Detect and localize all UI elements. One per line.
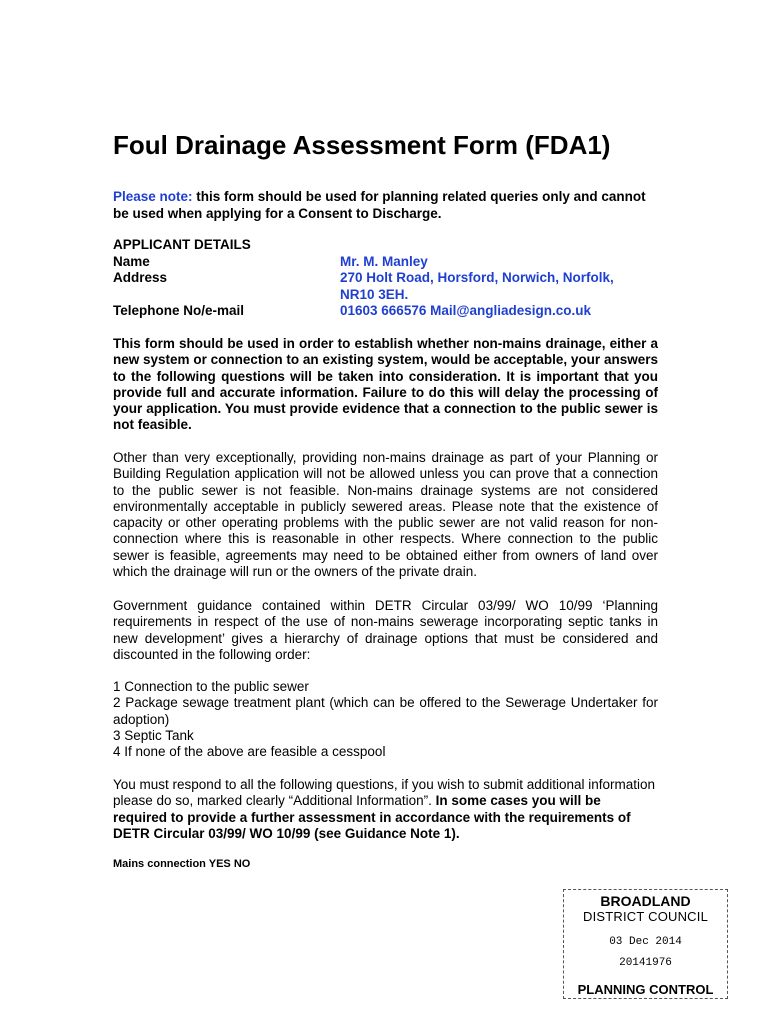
name-label: Name [113, 253, 150, 269]
address-line-1: 270 Holt Road, Horsford, Norwich, Norfolk, [340, 270, 614, 286]
applicant-details [113, 237, 673, 320]
phone-row [113, 303, 673, 320]
stamp-council-subtitle: DISTRICT COUNCIL [582, 909, 709, 924]
intro-paragraph: This form should be used in order to establish whether non-mains drainage, either a new system or connection to an existing system, would be acceptable, your answers to the following questions will be taken into consideration. It is important that you provide full and accurate information. Failure to do this will delay the processing of your application. You must provide evidence that a connection to the public sewer is not feasible. [113, 336, 658, 433]
note-paragraph [113, 188, 661, 222]
stamp-council-name: BROADLAND [600, 893, 691, 909]
list-item: 1 Connection to the public sewer [113, 679, 309, 694]
stamp-reference: 20141976 [619, 957, 672, 969]
drainage-options-list [113, 679, 658, 760]
guidance-paragraph: Government guidance contained within DETR Circular 03/99/ WO 10/99 ‘Planning requirements in respect of the use of non-mains sewerage incorporating septic tanks in new development’ gives a hierarchy of drainage options that must be considered and discounted in the following order: [113, 598, 658, 662]
response-bold-text: In some cases you will be required to provide a further assessment in accordance with the requirements of DETR Circular 03/99/ WO 10/99 (see Guidance Note 1). [113, 793, 631, 841]
response-paragraph [113, 777, 658, 842]
address-line-2: NR10 3EH. [340, 286, 409, 302]
address-label: Address [113, 270, 168, 286]
applicant-heading: APPLICANT DETAILS [113, 237, 251, 252]
list-item: 4 If none of the above are feasible a cesspool [113, 744, 386, 760]
form-title: Foul Drainage Assessment Form (FDA1) [113, 130, 611, 160]
name-row [113, 254, 673, 271]
address-row [113, 270, 673, 303]
stamp-date: 03 Dec 2014 [609, 936, 682, 948]
stamp-department: PLANNING CONTROL [577, 982, 714, 997]
council-received-stamp [563, 889, 728, 999]
note-text: this form should be used for planning related queries only and cannot be used when applying for a Consent to Discharge. [113, 189, 646, 221]
mains-connection-question: Mains connection YES NO [113, 858, 251, 870]
non-mains-paragraph: Other than very exceptionally, providing non-mains drainage as part of your Planning or Building Regulation application will not be allowed unless you can prove that a connection to the public sewer is not feasible. Non-mains drainage systems are not considered environmentally acceptable in publicly sewered areas. Please note that the existence of capacity or other operating problems with the public sewer are not valid reason for non-connection where this is reasonable in other respects. Where connection to the public sewer is feasible, agreements may need to be obtained either from owners of land over which the drainage will run or the owners of the private drain. [113, 450, 658, 580]
list-item: 3 Septic Tank [113, 727, 194, 743]
phone-value: 01603 666576 Mail@angliadesign.co.uk [340, 303, 592, 319]
address-value [340, 270, 614, 303]
phone-label: Telephone No/e-mail [113, 303, 245, 319]
note-label: Please note: [113, 189, 193, 204]
list-item: 2 Package sewage treatment plant (which can be offered to the Sewerage Undertaker for adoption) [113, 695, 658, 727]
response-text: You must respond to all the following questions, if you wish to submit additional information please do so, marked clearly “Additional Information”. [113, 777, 656, 809]
name-value: Mr. M. Manley [340, 253, 428, 269]
